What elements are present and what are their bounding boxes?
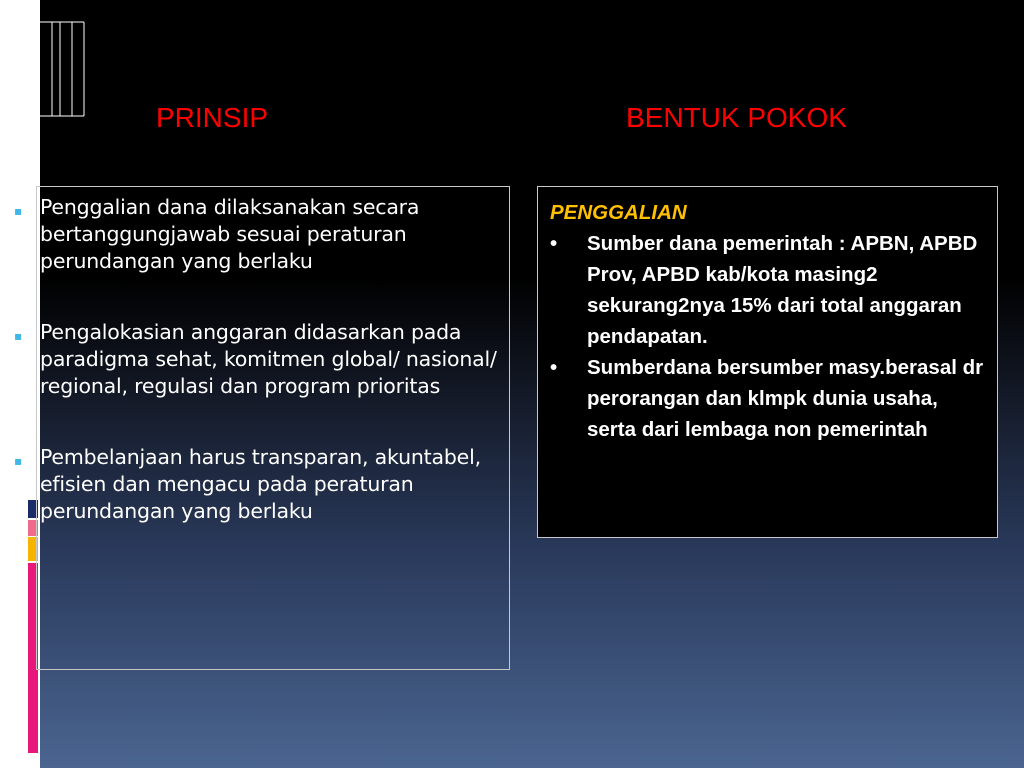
bentuk-pokok-box xyxy=(537,186,998,538)
prinsip-item xyxy=(0,194,508,275)
prinsip-item-text: Pembelanjaan harus transparan, akuntabel, efisien dan mengacu pada peraturan perundangan yang berlaku xyxy=(40,445,481,523)
heading-prinsip: PRINSIP xyxy=(156,102,269,133)
bentuk-pokok-content xyxy=(550,197,990,445)
penggalian-list xyxy=(550,228,990,445)
square-bullet-icon: ▪ xyxy=(14,204,22,218)
square-bullet-icon: ▪ xyxy=(14,454,22,468)
penggalian-item xyxy=(550,228,990,352)
round-bullet-icon: • xyxy=(550,356,558,379)
penggalian-item-text: Sumberdana bersumber masy.berasal dr perorangan dan klmpk dunia usaha, serta dari lembaga non pemerintah xyxy=(587,356,984,441)
prinsip-item-text: Pengalokasian anggaran didasarkan pada paradigma sehat, komitmen global/ nasional/ regional, regulasi dan program prioritas xyxy=(40,320,497,398)
prinsip-item xyxy=(0,319,508,400)
corner-lines-decoration xyxy=(40,0,100,130)
penggalian-item-text: Sumber dana pemerintah : APBN, APBD Prov, APBD kab/kota masing2 sekurang2nya 15% dari total anggaran pendapatan. xyxy=(587,232,978,348)
penggalian-item xyxy=(550,352,990,445)
prinsip-item-text: Penggalian dana dilaksanakan secara bertanggungjawab sesuai peraturan perundangan yang berlaku xyxy=(40,195,420,273)
prinsip-list xyxy=(0,194,508,569)
square-bullet-icon: ▪ xyxy=(14,329,22,343)
prinsip-item xyxy=(0,444,508,525)
heading-bentuk-pokok: BENTUK POKOK xyxy=(626,102,847,133)
round-bullet-icon: • xyxy=(550,232,558,255)
slide xyxy=(14,0,1024,768)
section-title-penggalian: PENGGALIAN xyxy=(550,201,687,224)
